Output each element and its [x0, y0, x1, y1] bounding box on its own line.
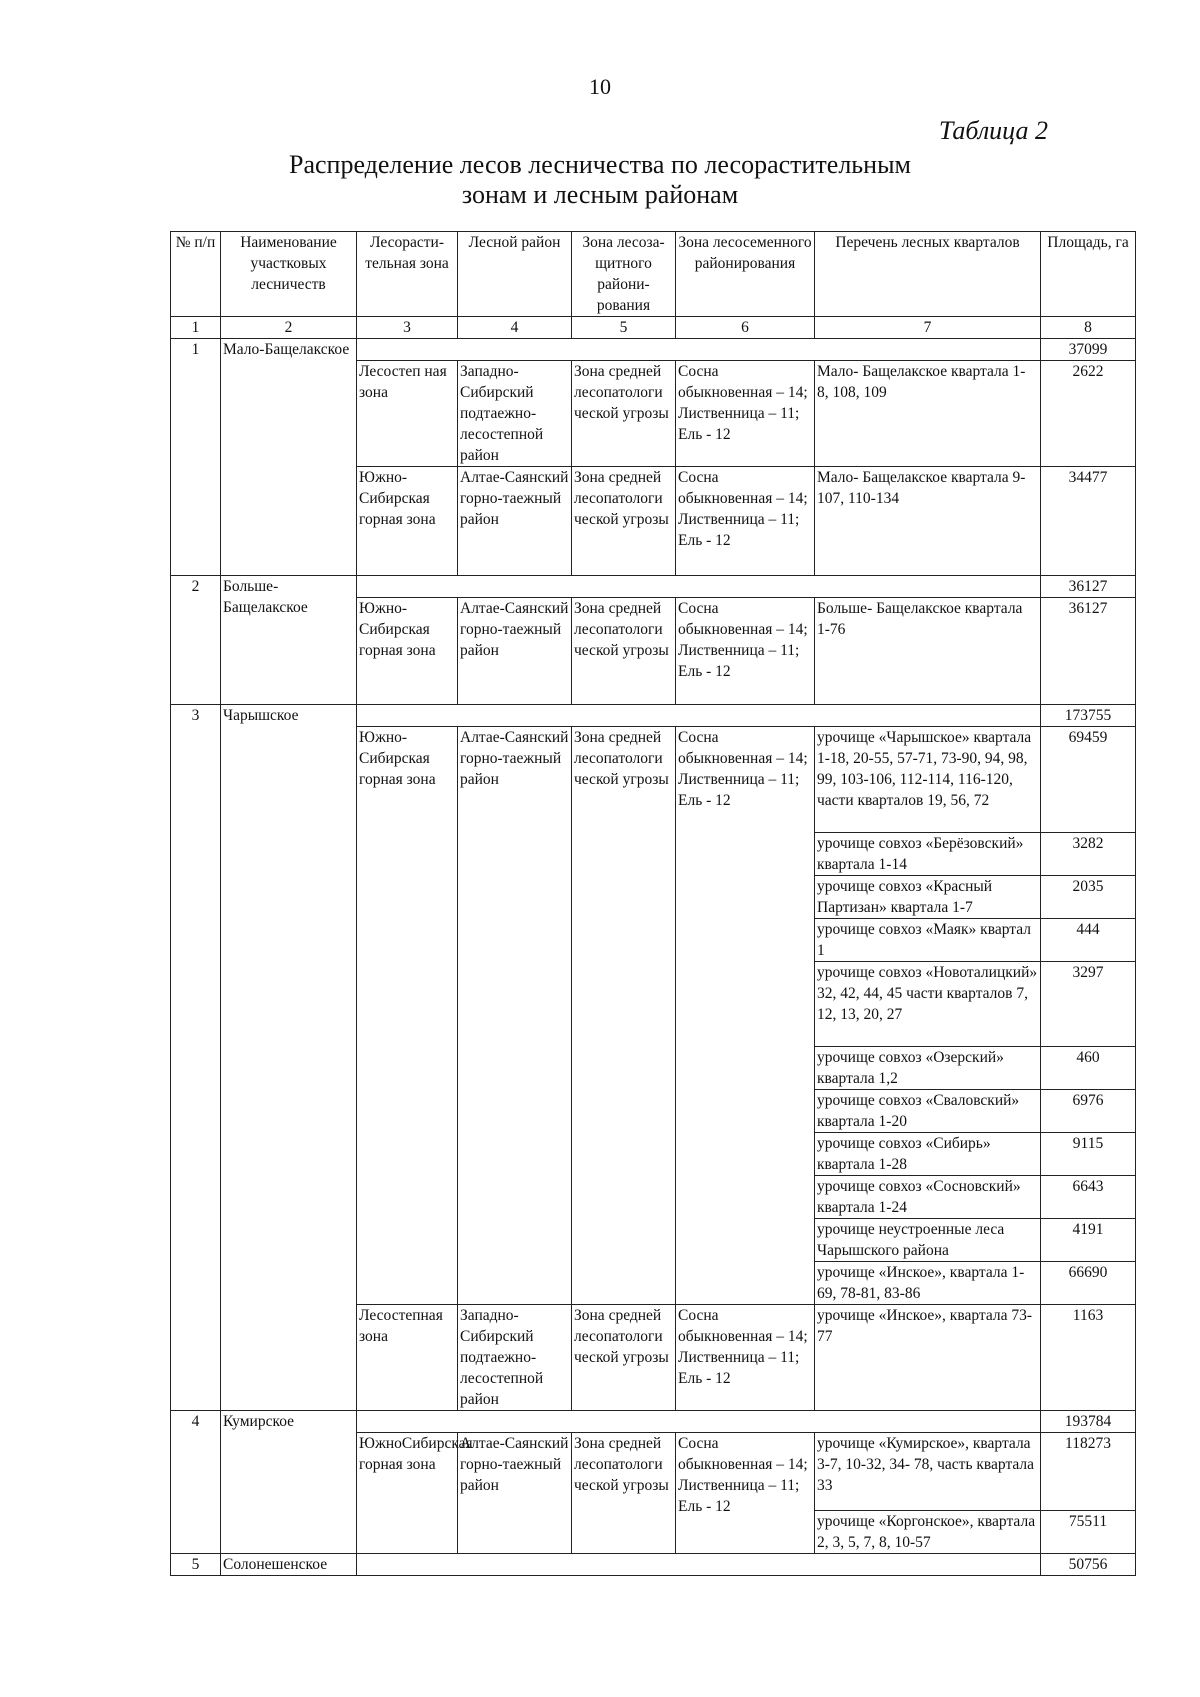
area-value: 460 [1041, 1047, 1136, 1090]
quarters-list: урочище «Инское», квартала 73-77 [815, 1305, 1041, 1411]
district-name: Кумирское [221, 1411, 357, 1554]
district-name: Больше-Бащелакское [221, 576, 357, 705]
forest-zone: Южно-Сибирская горная зона [357, 727, 458, 1305]
forest-zone: Южно-Сибирская горная зона [357, 598, 458, 705]
forest-region: Западно-Сибирский подтаежно-лесостепной район [458, 361, 572, 467]
area-value: 36127 [1041, 598, 1136, 705]
forest-region: Алтае-Саянский горно-таежный район [458, 727, 572, 1305]
forest-zone: ЮжноСибирская горная зона [357, 1433, 458, 1554]
forest-region: Алтае-Саянский горно-таежный район [458, 467, 572, 576]
area-value: 66690 [1041, 1262, 1136, 1305]
forest-zone: Южно-Сибирская горная зона [357, 467, 458, 576]
header-cell: Наименование участковых лесничеств [221, 232, 357, 317]
quarters-list: Мало- Бащелакское квартала 9-107, 110-134 [815, 467, 1041, 576]
header-cell: № п/п [171, 232, 221, 317]
area-value: 2622 [1041, 361, 1136, 467]
district-total-area: 50756 [1041, 1554, 1136, 1576]
column-number: 3 [357, 317, 458, 339]
district-total-area: 37099 [1041, 339, 1136, 361]
district-total-area: 173755 [1041, 705, 1136, 727]
seed-zone: Сосна обыкновенная – 14; Лиственница – 11; Ель - 12 [676, 598, 815, 705]
protection-zone: Зона средней лесопатологи ческой угрозы [572, 1305, 676, 1411]
column-number: 2 [221, 317, 357, 339]
quarters-list: урочище совхоз «Новоталицкий» 32, 42, 44, 45 части кварталов 7, 12, 13, 20, 27 [815, 962, 1041, 1047]
area-value: 3297 [1041, 962, 1136, 1047]
protection-zone: Зона средней лесопатологи ческой угрозы [572, 467, 676, 576]
quarters-list: урочище «Коргонское», квартала 2, 3, 5, 7, 8, 10-57 [815, 1511, 1041, 1554]
header-cell: Лесной район [458, 232, 572, 317]
empty-cell [357, 705, 1041, 727]
quarters-list: урочище совхоз «Сосновский» квартала 1-24 [815, 1176, 1041, 1219]
district-name: Солонешенское [221, 1554, 357, 1576]
empty-cell [357, 1411, 1041, 1433]
protection-zone: Зона средней лесопатологи ческой угрозы [572, 1433, 676, 1554]
area-value: 118273 [1041, 1433, 1136, 1511]
column-number: 8 [1041, 317, 1136, 339]
protection-zone: Зона средней лесопатологи ческой угрозы [572, 727, 676, 1305]
seed-zone: Сосна обыкновенная – 14; Лиственница – 11; Ель - 12 [676, 467, 815, 576]
district-summary-row [171, 339, 1136, 361]
forest-region: Алтае-Саянский горно-таежный район [458, 1433, 572, 1554]
district-number: 3 [171, 705, 221, 1411]
column-number: 1 [171, 317, 221, 339]
area-value: 75511 [1041, 1511, 1136, 1554]
quarters-list: урочище совхоз «Берёзовский» квартала 1-14 [815, 833, 1041, 876]
title-line-1: Распределение лесов лесничества по лесорастительным [289, 150, 911, 179]
empty-cell [357, 1554, 1041, 1576]
quarters-list: Больше- Бащелакское квартала 1-76 [815, 598, 1041, 705]
protection-zone: Зона средней лесопатологи ческой угрозы [572, 361, 676, 467]
district-summary-row [171, 1411, 1136, 1433]
header-cell: Зона лесоза-щитного райони-рования [572, 232, 676, 317]
header-cell: Площадь, га [1041, 232, 1136, 317]
quarters-list: урочище «Чарышское» квартала 1-18, 20-55, 57-71, 73-90, 94, 98, 99, 103-106, 112-114, 116-120, части кварталов 19, 56, 72 [815, 727, 1041, 833]
page-number: 10 [589, 74, 611, 99]
quarters-list: Мало- Бащелакское квартала 1- 8, 108, 109 [815, 361, 1041, 467]
quarters-list: урочище совхоз «Сваловский» квартала 1-20 [815, 1090, 1041, 1133]
district-summary-row [171, 705, 1136, 727]
title-line-2: зонам и лесным районам [461, 180, 739, 209]
header-row [171, 232, 1136, 317]
quarters-list: урочище неустроенные леса Чарышского района [815, 1219, 1041, 1262]
area-value: 4191 [1041, 1219, 1136, 1262]
forest-distribution-table [170, 231, 1136, 1576]
district-summary-row [171, 576, 1136, 598]
empty-cell [357, 339, 1041, 361]
area-value: 34477 [1041, 467, 1136, 576]
table-label: Таблица 2 [938, 116, 1048, 145]
quarters-list: урочище «Инское», квартала 1-69, 78-81, 83-86 [815, 1262, 1041, 1305]
header-cell: Зона лесосеменного районирования [676, 232, 815, 317]
quarters-list: урочище «Кумирское», квартала 3-7, 10-32, 34- 78, часть квартала 33 [815, 1433, 1041, 1511]
quarters-list: урочище совхоз «Сибирь» квартала 1-28 [815, 1133, 1041, 1176]
column-number: 4 [458, 317, 572, 339]
district-number: 4 [171, 1411, 221, 1554]
district-name: Мало-Бащелакское [221, 339, 357, 576]
header-cell: Лесорасти-тельная зона [357, 232, 458, 317]
area-value: 6643 [1041, 1176, 1136, 1219]
column-number: 7 [815, 317, 1041, 339]
forest-zone: Лесостепная зона [357, 1305, 458, 1411]
area-value: 2035 [1041, 876, 1136, 919]
district-number: 2 [171, 576, 221, 705]
seed-zone: Сосна обыкновенная – 14; Лиственница – 11; Ель - 12 [676, 1433, 815, 1554]
document-title [0, 150, 1200, 210]
seed-zone: Сосна обыкновенная – 14; Лиственница – 11; Ель - 12 [676, 727, 815, 1305]
district-number: 1 [171, 339, 221, 576]
area-value: 6976 [1041, 1090, 1136, 1133]
area-value: 69459 [1041, 727, 1136, 833]
empty-cell [357, 576, 1041, 598]
column-number: 5 [572, 317, 676, 339]
column-number-row [171, 317, 1136, 339]
district-total-area: 36127 [1041, 576, 1136, 598]
column-number: 6 [676, 317, 815, 339]
quarters-list: урочище совхоз «Озерский» квартала 1,2 [815, 1047, 1041, 1090]
quarters-list: урочище совхоз «Красный Партизан» квартала 1-7 [815, 876, 1041, 919]
seed-zone: Сосна обыкновенная – 14; Лиственница – 11; Ель - 12 [676, 1305, 815, 1411]
district-total-area: 193784 [1041, 1411, 1136, 1433]
forest-zone: Лесостеп ная зона [357, 361, 458, 467]
district-name: Чарышское [221, 705, 357, 1411]
protection-zone: Зона средней лесопатологи ческой угрозы [572, 598, 676, 705]
forest-region: Алтае-Саянский горно-таежный район [458, 598, 572, 705]
header-cell: Перечень лесных кварталов [815, 232, 1041, 317]
area-value: 3282 [1041, 833, 1136, 876]
seed-zone: Сосна обыкновенная – 14; Лиственница – 11; Ель - 12 [676, 361, 815, 467]
area-value: 1163 [1041, 1305, 1136, 1411]
forest-region: Западно-Сибирский подтаежно-лесостепной район [458, 1305, 572, 1411]
district-number: 5 [171, 1554, 221, 1576]
area-value: 444 [1041, 919, 1136, 962]
quarters-list: урочище совхоз «Маяк» квартал 1 [815, 919, 1041, 962]
area-value: 9115 [1041, 1133, 1136, 1176]
district-summary-row [171, 1554, 1136, 1576]
